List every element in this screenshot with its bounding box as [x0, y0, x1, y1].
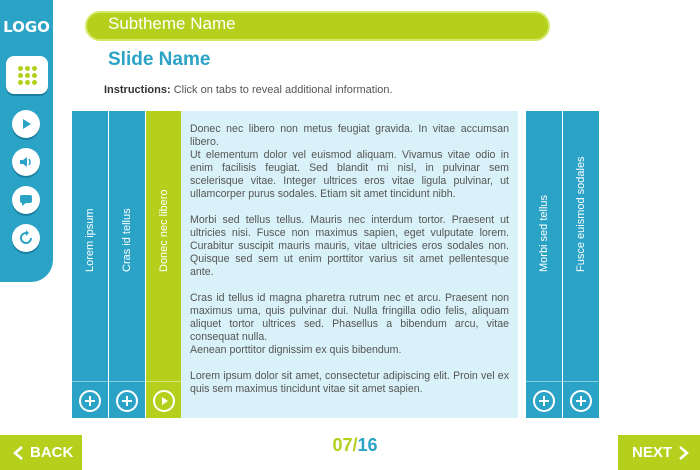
- tab-fusce-euismod-sodales[interactable]: [563, 111, 599, 418]
- instructions-label: Instructions:: [104, 84, 171, 96]
- content-paragraph: Morbi sed tellus tellus. Mauris nec interdum tortor. Praesent ut ultricies nisi. Fusce non maximus sapien, eget vulputate lorem. Curabitur suscipit mauris mauris, vitae ultricies eros sodales non. Quisque sed sem ut enim porttitor varius sit amet pellentesque ante.: [190, 214, 509, 278]
- tab-expand-button[interactable]: [116, 390, 138, 412]
- tab-divider: [563, 381, 599, 382]
- plus-icon: [84, 395, 96, 407]
- tab-divider: [526, 381, 562, 382]
- tab-divider: [109, 381, 145, 382]
- slide-title: Slide Name: [108, 49, 211, 70]
- tab-label: Donec nec libero: [157, 189, 170, 272]
- instructions: [104, 84, 393, 96]
- volume-icon: [18, 154, 34, 170]
- tab-label: Lorem ipsum: [84, 208, 96, 272]
- chat-button[interactable]: [12, 186, 40, 214]
- sidebar: [0, 0, 53, 282]
- tab-label: Fusce euismod sodales: [575, 156, 587, 272]
- plus-icon: [538, 395, 550, 407]
- instructions-text: Click on tabs to reveal additional information.: [173, 84, 393, 96]
- play-icon: [158, 395, 170, 407]
- tab-morbi-sed-tellus[interactable]: [526, 111, 562, 418]
- page-total: 16: [357, 435, 378, 455]
- content-paragraph: Lorem ipsum dolor sit amet, consectetur adipiscing elit. Proin vel ex quis sem maximus tincidunt vitae sit amet sapien.: [190, 370, 509, 395]
- back-button[interactable]: [0, 435, 82, 470]
- replay-button[interactable]: [12, 224, 40, 252]
- chevron-right-icon: [678, 445, 690, 461]
- page-counter: [300, 435, 410, 456]
- chat-icon: [18, 192, 34, 208]
- logo: LOGO: [3, 18, 50, 36]
- tab-play-button[interactable]: [153, 390, 175, 412]
- tab-label: Cras id tellus: [121, 208, 133, 272]
- tab-divider: [72, 381, 108, 382]
- next-button[interactable]: [618, 435, 700, 470]
- content-paragraph: Cras id tellus id magna pharetra rutrum nec et arcu. Praesent non maximus uma, quis pulvinar dui. Nulla fringilla odio felis, aliquam aliquet tortor ultrices sed. Phasellus a bibendum arcu, vitae consequat nulla. Aenean porttitor dignissim ex quis bibendum.: [190, 292, 509, 356]
- tab-expand-button[interactable]: [533, 390, 555, 412]
- chevron-left-icon: [12, 445, 24, 461]
- menu-grid-icon: [18, 66, 37, 85]
- plus-icon: [575, 395, 587, 407]
- next-label: NEXT: [632, 444, 673, 461]
- tab-cras-id-tellus[interactable]: [109, 111, 145, 418]
- tab-expand-button[interactable]: [79, 390, 101, 412]
- subtheme-title: Subtheme Name: [108, 14, 236, 33]
- page-current: 07: [332, 435, 353, 455]
- plus-icon: [121, 395, 133, 407]
- tab-label: Morbi sed tellus: [538, 194, 550, 272]
- play-button[interactable]: [12, 110, 40, 138]
- tab-lorem-ipsum[interactable]: [72, 111, 108, 418]
- replay-icon: [18, 230, 34, 246]
- tab-expand-button[interactable]: [570, 390, 592, 412]
- menu-button[interactable]: [6, 56, 48, 94]
- content-panel: [181, 111, 518, 418]
- page-separator: /: [352, 435, 358, 455]
- play-icon: [18, 116, 34, 132]
- volume-button[interactable]: [12, 148, 40, 176]
- content-paragraph: Donec nec libero non metus feugiat gravida. In vitae accumsan libero. Ut elementum dolor vel euismod aliquam. Vivamus vitae odio in enim facilisis feugiat. Sed blandit mi nisl, in pulvinar sem scelerisque vitae. Integer ultrices eros vitae ligula pulvinar, ut ullamcorper purus sodales. Etiam sit amet tincidunt nibh.: [190, 123, 509, 200]
- tab-divider: [146, 381, 181, 382]
- tab-donec-nec-libero[interactable]: [146, 111, 181, 418]
- back-label: BACK: [30, 444, 74, 461]
